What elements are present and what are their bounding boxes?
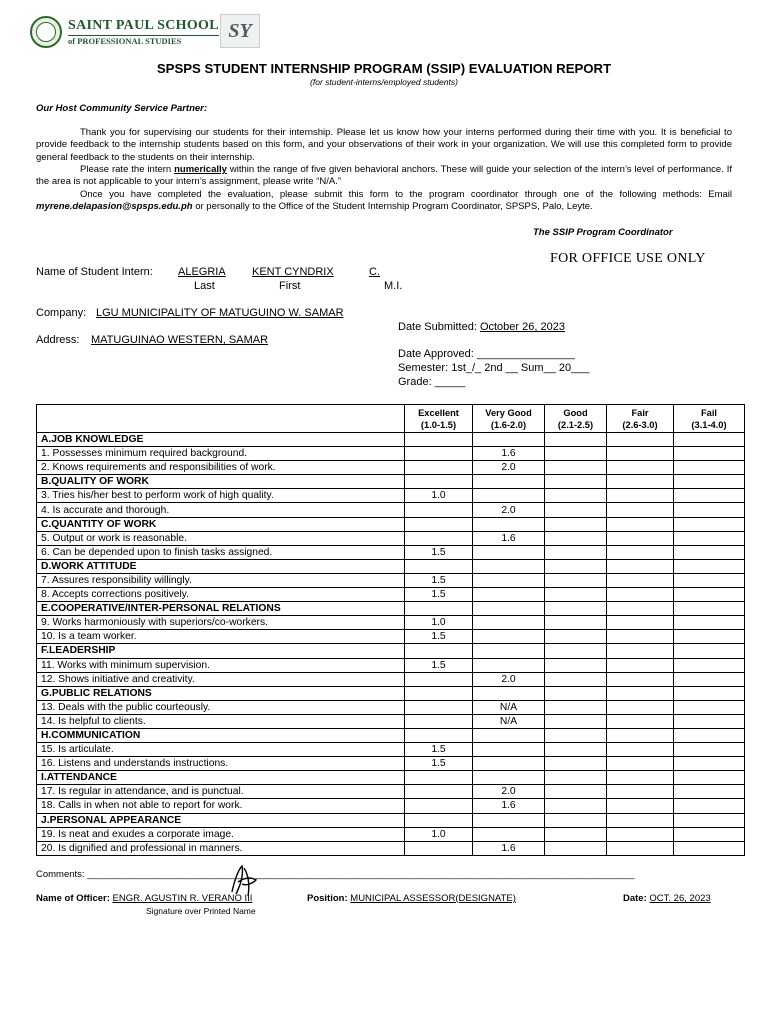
section-title: A.JOB KNOWLEDGE bbox=[37, 433, 405, 447]
rating-cell: 1.5 bbox=[405, 658, 473, 672]
rating-cell bbox=[607, 827, 674, 841]
rating-cell bbox=[607, 714, 674, 728]
rating-cell bbox=[545, 799, 607, 813]
evaluation-date: Date: OCT. 26, 2023 bbox=[623, 893, 711, 904]
rating-cell bbox=[674, 503, 745, 517]
rating-cell: 2.0 bbox=[473, 503, 545, 517]
rating-cell bbox=[545, 841, 607, 855]
rating-cell bbox=[545, 686, 607, 700]
rating-cell bbox=[405, 503, 473, 517]
criteria-text: 4. Is accurate and thorough. bbox=[37, 503, 405, 517]
rating-cell bbox=[607, 672, 674, 686]
criteria-text: 15. Is articulate. bbox=[37, 743, 405, 757]
rating-cell: 1.6 bbox=[473, 447, 545, 461]
rating-cell bbox=[473, 813, 545, 827]
rating-cell bbox=[674, 559, 745, 573]
criteria-text: 12. Shows initiative and creativity. bbox=[37, 672, 405, 686]
rating-cell bbox=[607, 757, 674, 771]
rating-cell bbox=[545, 531, 607, 545]
rating-cell bbox=[473, 573, 545, 587]
rating-cell bbox=[473, 757, 545, 771]
rating-cell: N/A bbox=[473, 714, 545, 728]
criteria-row bbox=[37, 672, 745, 686]
rating-cell bbox=[607, 545, 674, 559]
rating-cell bbox=[674, 714, 745, 728]
rating-cell bbox=[607, 771, 674, 785]
section-row bbox=[37, 644, 745, 658]
school-name: SAINT PAUL SCHOOL bbox=[68, 17, 219, 33]
rating-cell bbox=[545, 602, 607, 616]
criteria-row bbox=[37, 630, 745, 644]
rating-cell bbox=[545, 433, 607, 447]
rating-cell bbox=[607, 616, 674, 630]
criteria-row bbox=[37, 447, 745, 461]
criteria-row bbox=[37, 616, 745, 630]
rating-cell bbox=[607, 447, 674, 461]
rating-cell bbox=[674, 616, 745, 630]
criteria-row bbox=[37, 588, 745, 602]
rating-cell bbox=[674, 489, 745, 503]
rating-cell bbox=[405, 714, 473, 728]
report-subtitle: (for student-interns/employed students) bbox=[310, 77, 458, 87]
rating-cell bbox=[545, 447, 607, 461]
criteria-text: 2. Knows requirements and responsibilities of work. bbox=[37, 461, 405, 475]
column-header: Good (2.1-2.5) bbox=[545, 405, 607, 433]
rating-cell bbox=[473, 644, 545, 658]
officer: Name of Officer: ENGR. AGUSTIN R. VERANO III bbox=[36, 893, 253, 904]
rating-cell bbox=[545, 489, 607, 503]
rating-cell bbox=[473, 827, 545, 841]
criteria-row bbox=[37, 799, 745, 813]
rating-cell bbox=[405, 602, 473, 616]
student-first-name: KENT CYNDRIX bbox=[252, 266, 334, 278]
report-title: SPSPS STUDENT INTERNSHIP PROGRAM (SSIP) EVALUATION REPORT bbox=[156, 61, 612, 76]
rating-cell bbox=[607, 588, 674, 602]
date-submitted: Date Submitted: October 26, 2023 bbox=[398, 321, 565, 333]
criteria-row bbox=[37, 573, 745, 587]
rating-cell bbox=[674, 672, 745, 686]
rating-cell bbox=[545, 588, 607, 602]
section-title: B.QUALITY OF WORK bbox=[37, 475, 405, 489]
section-title: E.COOPERATIVE/INTER-PERSONAL RELATIONS bbox=[37, 602, 405, 616]
rating-cell bbox=[405, 728, 473, 742]
officer-position: Position: MUNICIPAL ASSESSOR(DESIGNATE) bbox=[307, 893, 516, 904]
rating-cell: 1.5 bbox=[405, 757, 473, 771]
rating-cell bbox=[473, 559, 545, 573]
rating-cell bbox=[674, 827, 745, 841]
section-row bbox=[37, 559, 745, 573]
rating-cell: N/A bbox=[473, 700, 545, 714]
section-row bbox=[37, 475, 745, 489]
rating-cell bbox=[674, 475, 745, 489]
criteria-text: 7. Assures responsibility willingly. bbox=[37, 573, 405, 587]
rating-cell bbox=[473, 489, 545, 503]
rating-cell bbox=[607, 475, 674, 489]
criteria-row bbox=[37, 743, 745, 757]
section-row bbox=[37, 433, 745, 447]
rating-cell bbox=[545, 545, 607, 559]
criteria-text: 9. Works harmoniously with superiors/co-workers. bbox=[37, 616, 405, 630]
rating-cell bbox=[674, 658, 745, 672]
rating-cell bbox=[405, 475, 473, 489]
rating-cell bbox=[545, 644, 607, 658]
criteria-text: 5. Output or work is reasonable. bbox=[37, 531, 405, 545]
rating-cell bbox=[674, 728, 745, 742]
school-name-sub: of PROFESSIONAL STUDIES bbox=[68, 35, 219, 46]
rating-cell bbox=[545, 714, 607, 728]
rating-cell: 1.5 bbox=[405, 630, 473, 644]
criteria-row bbox=[37, 461, 745, 475]
rating-cell bbox=[674, 841, 745, 855]
criteria-row bbox=[37, 503, 745, 517]
section-title: J.PERSONAL APPEARANCE bbox=[37, 813, 405, 827]
rating-cell bbox=[545, 475, 607, 489]
rating-cell bbox=[607, 728, 674, 742]
rating-cell bbox=[607, 644, 674, 658]
rating-cell bbox=[607, 813, 674, 827]
rating-cell bbox=[674, 686, 745, 700]
rating-cell bbox=[607, 700, 674, 714]
criteria-text: 17. Is regular in attendance, and is punctual. bbox=[37, 785, 405, 799]
criteria-row bbox=[37, 700, 745, 714]
section-title: D.WORK ATTITUDE bbox=[37, 559, 405, 573]
column-header: Fail (3.1-4.0) bbox=[674, 405, 745, 433]
rating-cell bbox=[545, 813, 607, 827]
section-row bbox=[37, 686, 745, 700]
criteria-text: 13. Deals with the public courteously. bbox=[37, 700, 405, 714]
rating-cell bbox=[405, 433, 473, 447]
company-value: LGU MUNICIPALITY OF MATUGUINO W. SAMAR bbox=[96, 307, 344, 319]
rating-cell bbox=[607, 658, 674, 672]
rating-cell bbox=[405, 799, 473, 813]
criteria-row bbox=[37, 545, 745, 559]
mi-caption: M.I. bbox=[384, 280, 403, 292]
rating-cell: 1.5 bbox=[405, 545, 473, 559]
rating-cell bbox=[473, 588, 545, 602]
criteria-row bbox=[37, 658, 745, 672]
rating-cell bbox=[674, 700, 745, 714]
rating-cell: 1.5 bbox=[405, 573, 473, 587]
criteria-text: 19. Is neat and exudes a corporate image. bbox=[37, 827, 405, 841]
office-use-label: FOR OFFICE USE ONLY bbox=[550, 251, 706, 266]
coordinator-email[interactable]: myrene.delapasion@spsps.edu.ph bbox=[36, 201, 193, 213]
rating-cell bbox=[674, 771, 745, 785]
rating-cell bbox=[607, 785, 674, 799]
rating-cell bbox=[473, 686, 545, 700]
criteria-text: 14. Is helpful to clients. bbox=[37, 714, 405, 728]
rating-cell bbox=[607, 573, 674, 587]
rating-cell bbox=[545, 616, 607, 630]
rating-cell: 2.0 bbox=[473, 461, 545, 475]
criteria-row bbox=[37, 489, 745, 503]
rating-cell: 2.0 bbox=[473, 672, 545, 686]
rating-cell bbox=[545, 559, 607, 573]
rating-cell bbox=[674, 517, 745, 531]
rating-cell bbox=[607, 686, 674, 700]
rating-cell bbox=[473, 658, 545, 672]
rating-cell: 1.6 bbox=[473, 799, 545, 813]
rating-cell bbox=[607, 630, 674, 644]
coordinator-signoff: The SSIP Program Coordinator bbox=[533, 227, 673, 238]
rating-cell bbox=[607, 531, 674, 545]
rating-cell: 1.5 bbox=[405, 743, 473, 757]
rating-cell bbox=[545, 658, 607, 672]
rating-cell bbox=[674, 447, 745, 461]
rating-cell bbox=[607, 461, 674, 475]
last-caption: Last bbox=[194, 280, 215, 292]
rating-cell bbox=[674, 433, 745, 447]
criteria-text: 20. Is dignified and professional in manners. bbox=[37, 841, 405, 855]
rating-cell bbox=[405, 644, 473, 658]
rating-cell bbox=[405, 813, 473, 827]
rating-cell bbox=[607, 503, 674, 517]
section-title: H.COMMUNICATION bbox=[37, 728, 405, 742]
column-header: Excellent (1.0-1.5) bbox=[405, 405, 473, 433]
rating-cell bbox=[674, 644, 745, 658]
rating-cell bbox=[405, 686, 473, 700]
grade: Grade: _____ bbox=[398, 376, 466, 388]
rating-cell bbox=[405, 447, 473, 461]
rating-cell bbox=[607, 799, 674, 813]
rating-cell bbox=[473, 433, 545, 447]
rating-cell: 1.6 bbox=[473, 531, 545, 545]
rating-cell bbox=[674, 461, 745, 475]
rating-cell bbox=[405, 559, 473, 573]
criteria-text: 6. Can be depended upon to finish tasks assigned. bbox=[37, 545, 405, 559]
rating-cell bbox=[674, 588, 745, 602]
comments: Comments: ________________________________________________________________________________________________________________ bbox=[36, 869, 635, 880]
criteria-row bbox=[37, 827, 745, 841]
criteria-header bbox=[37, 405, 405, 433]
date-approved: Date Approved: ________________ bbox=[398, 348, 575, 360]
rating-cell bbox=[545, 672, 607, 686]
rating-cell: 1.0 bbox=[405, 827, 473, 841]
rating-cell bbox=[607, 743, 674, 757]
criteria-row bbox=[37, 841, 745, 855]
semester: Semester: 1st_/_ 2nd __ Sum__ 20___ bbox=[398, 362, 590, 374]
company-label: Company: bbox=[36, 307, 87, 319]
rating-cell bbox=[405, 672, 473, 686]
criteria-text: 8. Accepts corrections positively. bbox=[37, 588, 405, 602]
section-title: I.ATTENDANCE bbox=[37, 771, 405, 785]
section-title: G.PUBLIC RELATIONS bbox=[37, 686, 405, 700]
rating-cell bbox=[473, 771, 545, 785]
rating-cell bbox=[545, 771, 607, 785]
rating-cell bbox=[405, 531, 473, 545]
rating-cell bbox=[473, 743, 545, 757]
school-seal-icon bbox=[30, 16, 62, 48]
rating-cell bbox=[607, 559, 674, 573]
sy-logo: SY bbox=[220, 14, 260, 48]
criteria-row bbox=[37, 714, 745, 728]
rating-cell bbox=[545, 573, 607, 587]
student-last-name: ALEGRIA bbox=[178, 266, 226, 278]
criteria-row bbox=[37, 531, 745, 545]
criteria-row bbox=[37, 757, 745, 771]
rating-cell bbox=[405, 785, 473, 799]
section-row bbox=[37, 728, 745, 742]
rating-cell bbox=[545, 517, 607, 531]
criteria-text: 18. Calls in when not able to report for work. bbox=[37, 799, 405, 813]
rating-cell bbox=[607, 841, 674, 855]
rating-cell bbox=[545, 728, 607, 742]
rating-cell bbox=[545, 630, 607, 644]
section-row bbox=[37, 771, 745, 785]
student-middle-initial: C. bbox=[369, 266, 380, 278]
criteria-text: 11. Works with minimum supervision. bbox=[37, 658, 405, 672]
section-row bbox=[37, 517, 745, 531]
partner-label: Our Host Community Service Partner: bbox=[36, 103, 208, 114]
rating-cell: 1.0 bbox=[405, 489, 473, 503]
rating-cell bbox=[405, 461, 473, 475]
column-header: Fair (2.6-3.0) bbox=[607, 405, 674, 433]
section-title: C.QUANTITY OF WORK bbox=[37, 517, 405, 531]
section-row bbox=[37, 813, 745, 827]
school-logo bbox=[30, 14, 219, 50]
rating-cell bbox=[545, 461, 607, 475]
rating-cell bbox=[405, 517, 473, 531]
criteria-text: 3. Tries his/her best to perform work of high quality. bbox=[37, 489, 405, 503]
rating-cell bbox=[607, 489, 674, 503]
rating-cell bbox=[607, 602, 674, 616]
rating-cell bbox=[674, 757, 745, 771]
rating-cell bbox=[473, 616, 545, 630]
evaluation-table bbox=[36, 404, 745, 856]
rating-cell bbox=[674, 602, 745, 616]
criteria-text: 16. Listens and understands instructions. bbox=[37, 757, 405, 771]
signature-caption: Signature over Printed Name bbox=[146, 906, 256, 916]
rating-cell bbox=[473, 630, 545, 644]
rating-cell bbox=[405, 771, 473, 785]
student-name-label: Name of Student Intern: bbox=[36, 266, 153, 278]
rating-cell bbox=[473, 602, 545, 616]
first-caption: First bbox=[279, 280, 301, 292]
rating-cell bbox=[674, 545, 745, 559]
criteria-text: 1. Possesses minimum required background. bbox=[37, 447, 405, 461]
rating-cell bbox=[545, 827, 607, 841]
rating-cell bbox=[674, 531, 745, 545]
column-header: Very Good (1.6-2.0) bbox=[473, 405, 545, 433]
rating-cell bbox=[545, 503, 607, 517]
section-row bbox=[37, 602, 745, 616]
rating-cell bbox=[545, 785, 607, 799]
rating-cell bbox=[473, 475, 545, 489]
criteria-row bbox=[37, 785, 745, 799]
section-title: F.LEADERSHIP bbox=[37, 644, 405, 658]
rating-cell bbox=[674, 630, 745, 644]
rating-cell bbox=[607, 433, 674, 447]
rating-cell bbox=[674, 785, 745, 799]
rating-cell bbox=[607, 517, 674, 531]
rating-cell bbox=[545, 743, 607, 757]
rating-cell: 1.6 bbox=[473, 841, 545, 855]
rating-cell: 2.0 bbox=[473, 785, 545, 799]
rating-cell bbox=[674, 573, 745, 587]
rating-cell bbox=[545, 700, 607, 714]
rating-cell bbox=[473, 728, 545, 742]
rating-cell bbox=[473, 517, 545, 531]
rating-cell: 1.5 bbox=[405, 588, 473, 602]
address-label: Address: bbox=[36, 334, 80, 346]
rating-cell bbox=[545, 757, 607, 771]
rating-cell: 1.0 bbox=[405, 616, 473, 630]
rating-cell bbox=[405, 700, 473, 714]
rating-cell bbox=[473, 545, 545, 559]
rating-cell bbox=[674, 743, 745, 757]
rating-cell bbox=[674, 799, 745, 813]
rating-cell bbox=[674, 813, 745, 827]
rating-cell bbox=[405, 841, 473, 855]
intro-paragraph-2: Please rate the intern numerically within the range of five given behavioral anchors. These will guide your selection of the intern’s level of performance. If the area is not applicable to your intern’s assignment, please write “N/A.” bbox=[36, 164, 732, 188]
intro-paragraph-1: Thank you for supervising our students for their internship. Please let us know how your interns performed during their time with you. It is beneficial to provide feedback to the internship students based on this form, and your observations of their work in your organization. We will use this completed form to provide general feedback to the students on their internship. bbox=[36, 127, 732, 163]
intro-paragraph-3: Once you have completed the evaluation, please submit this form to the program coordinator through one of the following methods: Email myrene.delapasion@spsps.edu.ph or personally to the Office of the Student Internship Program Coordinator, SPSPS, Palo, Leyte. bbox=[36, 189, 732, 213]
criteria-text: 10. Is a team worker. bbox=[37, 630, 405, 644]
address-value: MATUGUINAO WESTERN, SAMAR bbox=[91, 334, 269, 346]
